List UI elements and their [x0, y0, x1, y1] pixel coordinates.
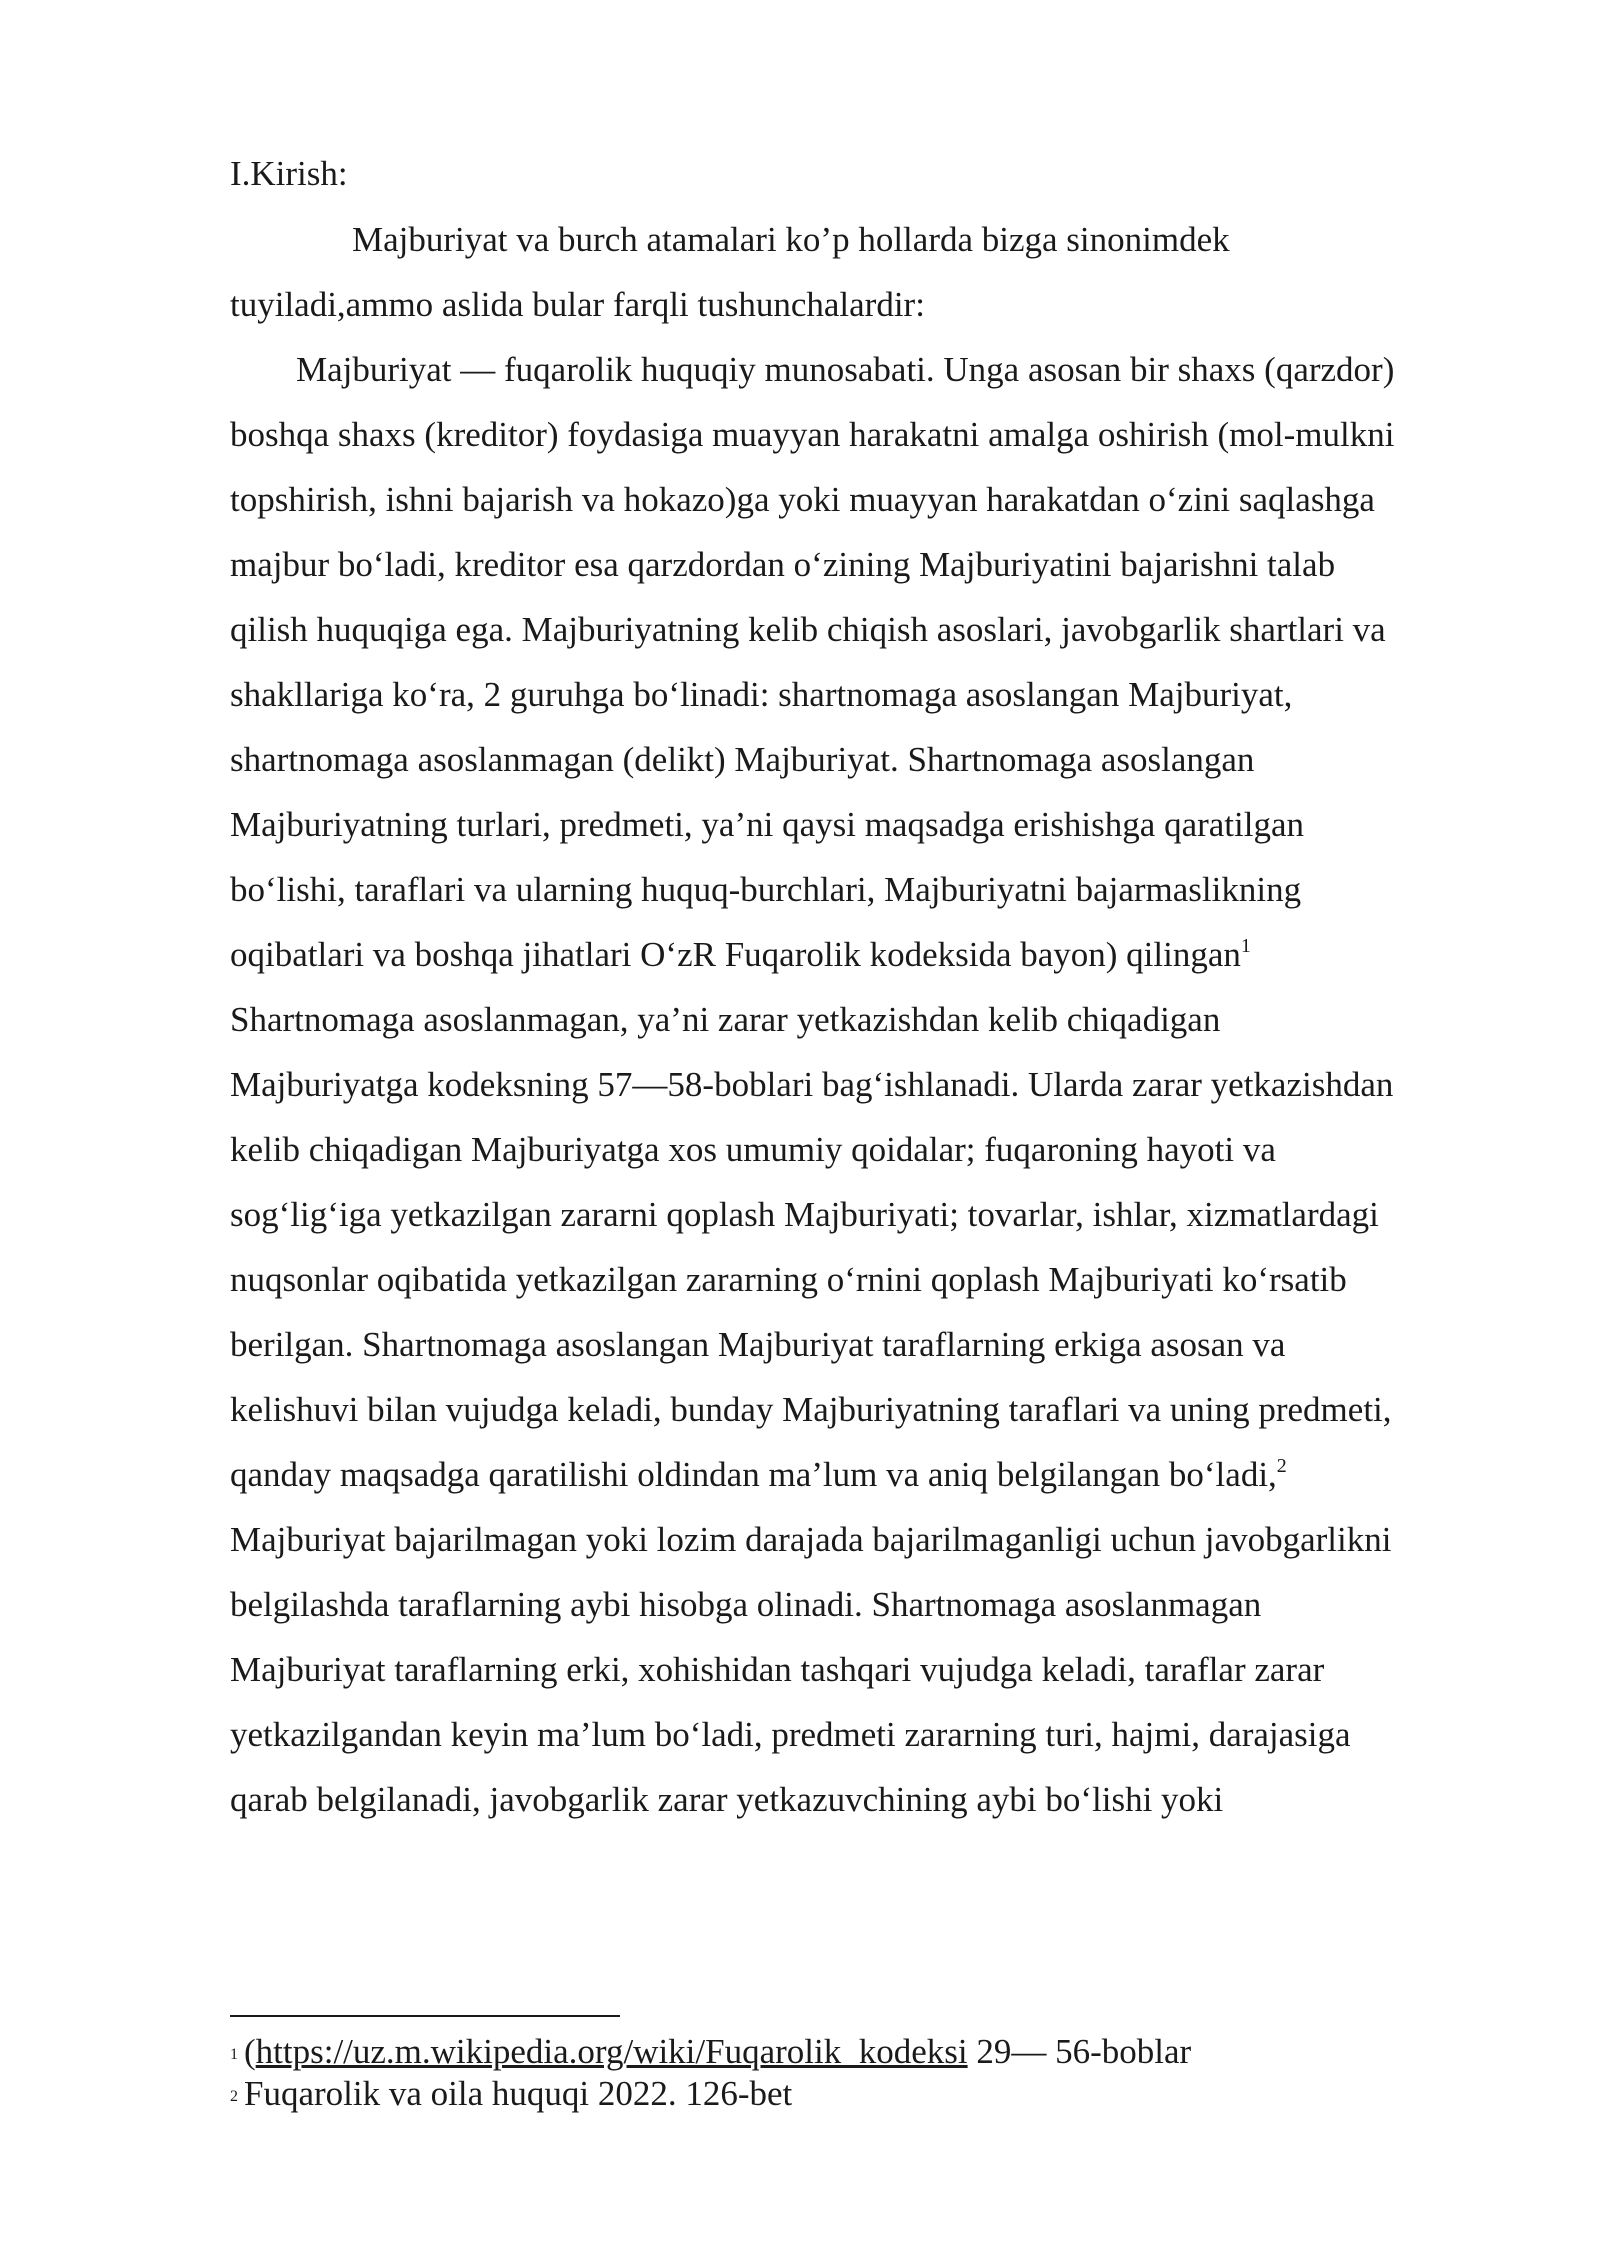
body-line-with-ref: [230, 1453, 1287, 1497]
body-line: sogʻligʻiga yetkazilgan zararni qoplash Majburiyati; tovarlar, ishlar, xizmatlardagi: [230, 1195, 1379, 1234]
footnote-separator: [230, 2015, 620, 2017]
footnote-prefix: (: [244, 2032, 256, 2071]
body-line: kelishuvi bilan vujudga keladi, bunday Majburiyatning taraflari va uning predmeti,: [230, 1390, 1392, 1429]
body-line: majbur boʻladi, kreditor esa qarzdordan oʻzining Majburiyatini bajarishni talab: [230, 545, 1336, 584]
body-line: Majburiyat bajarilmagan yoki lozim darajada bajarilmaganligi uchun javobgarlikni: [230, 1520, 1392, 1559]
body-line: shartnomaga asoslanmagan (delikt) Majburiyat. Shartnomaga asoslangan: [230, 740, 1255, 779]
body-line: Majburiyatga kodeksning 57—58-boblari bagʻishlanadi. Ularda zarar yetkazishdan: [230, 1065, 1394, 1104]
section-heading: I.Kirish:: [230, 154, 348, 193]
body-line: belgilashda taraflarning aybi hisobga olinadi. Shartnomaga asoslanmagan: [230, 1585, 1262, 1624]
body-line: Majburiyat va burch atamalari ko’p hollarda bizga sinonimdek: [352, 220, 1230, 259]
footnote-mark: 1: [230, 2046, 238, 2063]
body-line: topshirish, ishni bajarish va hokazo)ga yoki muayyan harakatdan oʻzini saqlashga: [230, 480, 1375, 519]
body-line-text: qanday maqsadga qaratilishi oldindan ma’lum va aniq belgilangan boʻladi,: [230, 1455, 1277, 1494]
body-line: Shartnomaga asoslanmagan, ya’ni zarar yetkazishdan kelib chiqadigan: [230, 1000, 1221, 1039]
body-line: kelib chiqadigan Majburiyatga xos umumiy qoidalar; fuqaroning hayoti va: [230, 1130, 1276, 1169]
body-line: shakllariga koʻra, 2 guruhga boʻlinadi: shartnomaga asoslangan Majburiyat,: [230, 675, 1293, 714]
footnote-suffix: 29— 56-boblar: [967, 2032, 1192, 2071]
body-line: nuqsonlar oqibatida yetkazilgan zararning oʻrnini qoplash Majburiyati koʻrsatib: [230, 1260, 1347, 1299]
footnote-mark: 2: [230, 2088, 238, 2105]
body-line: berilgan. Shartnomaga asoslangan Majburiyat taraflarning erkiga asosan va: [230, 1325, 1286, 1364]
footnote-text: Fuqarolik va oila huquqi 2022. 126-bet: [244, 2074, 793, 2113]
body-line-with-ref: [230, 933, 1251, 977]
footnote-link[interactable]: https://uz.m.wikipedia.org/wiki/Fuqarolik_kodeksi: [255, 2032, 968, 2071]
body-line: Majburiyatning turlari, predmeti, ya’ni qaysi maqsadga erishishga qaratilgan: [230, 805, 1304, 844]
body-line: tuyiladi,ammo aslida bular farqli tushunchalardir:: [230, 285, 925, 324]
body-line: qilish huquqiga ega. Majburiyatning kelib chiqish asoslari, javobgarlik shartlari va: [230, 610, 1386, 649]
body-line: boʻlishi, taraflari va ularning huquq-burchlari, Majburiyatni bajarmaslikning: [230, 870, 1302, 909]
body-line: qarab belgilanadi, javobgarlik zarar yetkazuvchining aybi boʻlishi yoki: [230, 1780, 1224, 1819]
footnote-ref-1[interactable]: 1: [1240, 935, 1251, 957]
body-line: boshqa shaxs (kreditor) foydasiga muayyan harakatni amalga oshirish (mol-mulkni: [230, 415, 1395, 454]
footnote-1: [230, 2032, 1191, 2075]
footnote-2: [230, 2074, 792, 2117]
body-line: yetkazilgandan keyin ma’lum boʻladi, predmeti zararning turi, hajmi, darajasiga: [230, 1715, 1351, 1754]
footnote-ref-2[interactable]: 2: [1276, 1455, 1287, 1477]
body-line: Majburiyat — fuqarolik huquqiy munosabati. Unga asosan bir shaxs (qarzdor): [296, 350, 1395, 389]
body-line-text: oqibatlari va boshqa jihatlari OʻzR Fuqarolik kodeksida bayon) qilingan: [230, 935, 1241, 974]
body-line: Majburiyat taraflarning erki, xohishidan tashqari vujudga keladi, taraflar zarar: [230, 1650, 1325, 1689]
